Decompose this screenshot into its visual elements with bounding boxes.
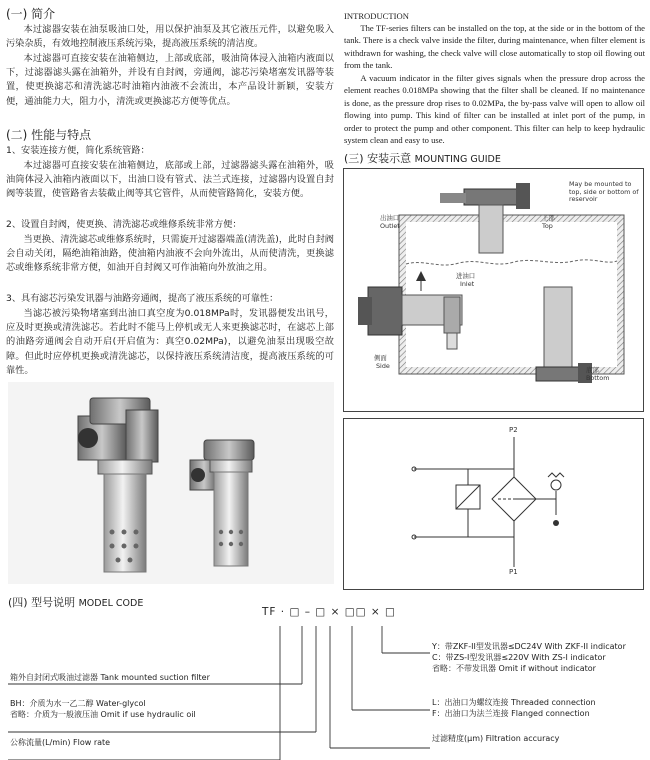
bottom-label-en: Bottom (586, 374, 610, 382)
english-paragraph-2: A vacuum indicator in the filter gives signals when the pressure drop across the element reaches 0.018MPa showing that the filter shall be cleaned. If no maintenance is done, as the pressure drop rises to 0.02MPa, the by-pass valve will open to allow oil flowing into pump. This kind of filter can be installed at inlet port of the pump, in order to protect the pump and other component. This filter can help to keep hydraulic system clean and easy to use. (344, 73, 645, 146)
side-label-en: Side (376, 362, 390, 370)
side-label-cn: 侧面 (374, 354, 387, 362)
intro-paragraph-1: 本过滤器安装在油泵吸油口处，用以保护油泵及其它液压元件，以避免吸入污染杂质，有效地控制液压系统污染，提高液压系统的清洁度。 (6, 24, 334, 50)
model-flow-rate: 公称流量(L/min) Flow rate (10, 738, 111, 747)
product-photo (8, 382, 334, 584)
intro-heading: (一) 简介 (6, 7, 56, 21)
english-paragraph-1: The TF-series filters can be installed on the top, at the side or in the bottom of the tank. There is a check valve inside the filter, during maintenance, when filter element is withdrawn for washing, the check valve will close automatically to stop oil flowing out from the tank. (344, 23, 645, 71)
mounting-diagram (343, 168, 644, 412)
feature-3-body: 当滤芯被污染物堵塞到出油口真空度为0.018MPa时，发讯器便发出讯号，应及时更换或清洗滤芯。若此时不能马上停机或无人来更换滤芯时，在滤芯上部的油路旁通阀会自动开启(开启值为：真空0.02MPa)，以避免油泵出现吸空故障。但此时应停机更换或清洗滤芯，以保持液压系统清洁度，提高液压系统的可靠性。 (6, 308, 334, 376)
mounting-heading (344, 150, 501, 166)
schematic-p2-label: P2 (509, 426, 518, 434)
top-label-en: Top (542, 222, 553, 230)
feature-2-title: 2、设置自封阀，使更换、清洗滤芯或维修系统非常方便： (6, 219, 242, 230)
model-connection-f: F：出油口为法兰连接 Flanged connection (432, 709, 590, 718)
model-name: 箱外自封闭式吸油过滤器 Tank mounted suction filter (10, 673, 210, 682)
outlet-label-cn: 出油口 (380, 214, 400, 222)
inlet-label-en: Inlet (460, 280, 475, 288)
model-heading (8, 594, 143, 610)
model-indicator-y: Y：带ZKF-II型发讯器≤DC24V With ZKF-II indicator (432, 642, 626, 651)
outlet-label-en: Outlet (380, 222, 400, 230)
inlet-label-cn: 进油口 (456, 272, 476, 280)
top-label-cn: 上部 (542, 214, 555, 222)
english-title: INTRODUCTION (344, 11, 409, 21)
large-filter-image (78, 398, 158, 572)
feature-3-title: 3、具有滤芯污染发讯器与油路旁通阀，提高了液压系统的可靠性： (6, 293, 279, 304)
schematic-p1-label: P1 (509, 568, 518, 576)
model-indicator-omit: 省略：不带发讯器 Omit if without indicator (432, 664, 596, 673)
model-heading-en: MODEL CODE (78, 598, 144, 609)
model-media-omit: 省略：介质为一般液压油 Omit if use hydraulic oil (10, 710, 196, 719)
bottom-label-cn: 底部 (586, 366, 599, 374)
small-filter-image (190, 440, 254, 566)
intro-paragraph-2: 本过滤器可直接安装在油箱侧边，上部或底部，吸油筒体浸入油箱内液面以下，过滤器滤头露在油箱外，并设有自封阀，旁通阀，滤芯污染堵塞发讯器等装置，使更换滤芯和清洗滤芯时油箱内油液不会流出，本产品设计新颖，安装方便，通油能力大，阻力小，清洗或更换滤芯方便等优点。 (6, 53, 334, 107)
mounting-heading-cn: (三) 安装示意 (344, 152, 412, 165)
model-code: TF · □ – □ × □□ × □ (262, 606, 396, 618)
model-heading-cn: (四) 型号说明 (8, 596, 76, 609)
model-indicator-c: C：带ZS-I型发讯器≤220V With ZS-I indicator (432, 653, 606, 662)
model-accuracy: 过滤精度(μm) Filtration accuracy (432, 734, 560, 743)
hydraulic-schematic (343, 418, 644, 590)
feature-1-body: 本过滤器可直接安装在油箱侧边，底部或上部，过滤器滤头露在油箱外，吸油筒体浸入油箱内液面以下，出油口设有管式、法兰式连接，过滤器内设置自封阀等装置，使管路省去装截止阀等其它管件，从而使管路简化，安装方便。 (6, 160, 334, 200)
mounting-note: May be mounted to top, side or bottom of reservoir (569, 180, 639, 203)
model-connection-l: L：出油口为螺纹连接 Threaded connection (432, 698, 596, 707)
mounting-heading-en: MOUNTING GUIDE (414, 154, 501, 165)
features-heading: (二) 性能与特点 (6, 128, 92, 142)
feature-2-body: 当更换、清洗滤芯或维修系统时，只需旋开过滤器端盖(清洗盖)，此时自封阀会自动关闭，隔绝油箱油路，使油箱内油液不会向外流出，从而使清洗，更换滤芯或维修系统非常方便，如油开自封阀又可作油箱向外放油之用。 (6, 234, 334, 274)
model-media-bh: BH：介质为水一乙二醇 Water-glycol (10, 699, 146, 708)
feature-1-title: 1、安装连接方便，简化系统管路： (6, 145, 150, 156)
